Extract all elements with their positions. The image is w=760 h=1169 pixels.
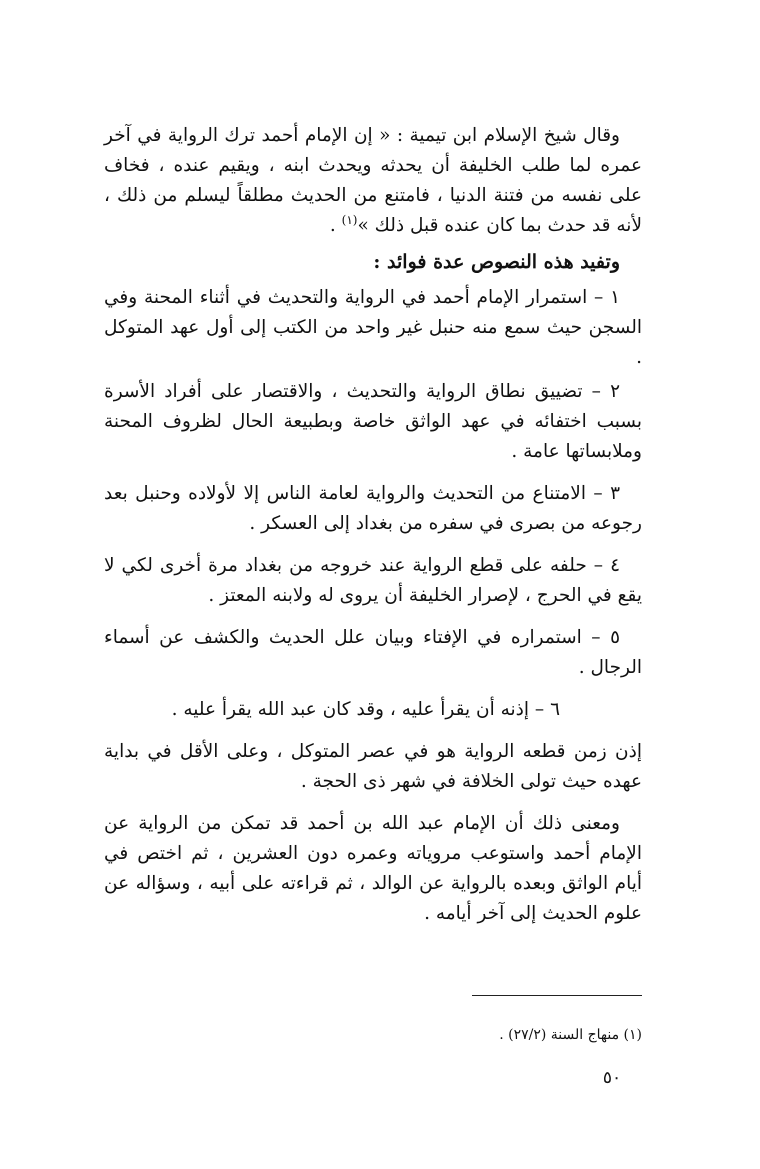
point-3: ٣ – الامتناع من التحديث والرواية لعامة الناس إلا لأولاده وحنبل بعد رجوعه من بصرى في سفره من بغداد إلى العسكر . [104, 483, 642, 534]
section-heading: وتفيد هذه النصوص عدة فوائد : [373, 251, 620, 273]
intro-text: وقال شيخ الإسلام ابن تيمية : « إن الإمام أحمد ترك الرواية في آخر عمره لما طلب الخليفة أن يحدثه ويحدث ابنه ، ويقيم عنده ، فخاف على نفسه من فتنة الدنيا ، فامتنع من الحديث مطلقاً ليسلم من ذلك ، لأنه قد حدث بما كان عنده قبل ذلك » [104, 125, 642, 236]
intro-end: . [329, 215, 342, 236]
point-1: ١ – استمرار الإمام أحمد في الرواية والتحديث في أثناء المحنة وفي السجن حيث سمع منه حنبل غير واحد من الكتب إلى أول عهد المتوكل . [104, 287, 642, 368]
footnote-divider [472, 995, 642, 996]
footnote: (١) منهاج السنة (٢٧/٢) . [499, 1027, 642, 1043]
conclusion-paragraph: إذن زمن قطعه الرواية هو في عصر المتوكل ، وعلى الأقل في بداية عهده حيث تولى الخلافة في شهر ذى الحجة . [104, 741, 642, 792]
intro-paragraph [104, 121, 642, 241]
final-paragraph: ومعنى ذلك أن الإمام عبد الله بن أحمد قد تمكن من الرواية عن الإمام أحمد واستوعب مروياته وعمره دون العشرين ، ثم اختص في أيام الواثق وبعده بالرواية عن الوالد ، ثم قراءته على أبيه ، وسؤاله عن علوم الحديث إلى آخر أيامه . [104, 813, 642, 924]
point-4: ٤ – حلفه على قطع الرواية عند خروجه من بغداد مرة أخرى لكي لا يقع في الحرج ، لإصرار الخليفة أن يروى له ولابنه المعتز . [104, 555, 642, 606]
point-5: ٥ – استمراره في الإفتاء وبيان علل الحديث والكشف عن أسماء الرجال . [104, 627, 642, 678]
footnote-reference[interactable]: (١) [341, 212, 358, 227]
point-6: ٦ – إذنه أن يقرأ عليه ، وقد كان عبد الله يقرأ عليه . [171, 699, 560, 720]
point-2: ٢ – تضييق نطاق الرواية والتحديث ، والاقتصار على أفراد الأسرة بسبب اختفائه في عهد الواثق خاصة وبطبيعة الحال لظروف المحنة وملابساتها عامة . [104, 381, 642, 462]
main-text [104, 121, 642, 929]
page-number: ٥٠ [602, 1068, 622, 1088]
